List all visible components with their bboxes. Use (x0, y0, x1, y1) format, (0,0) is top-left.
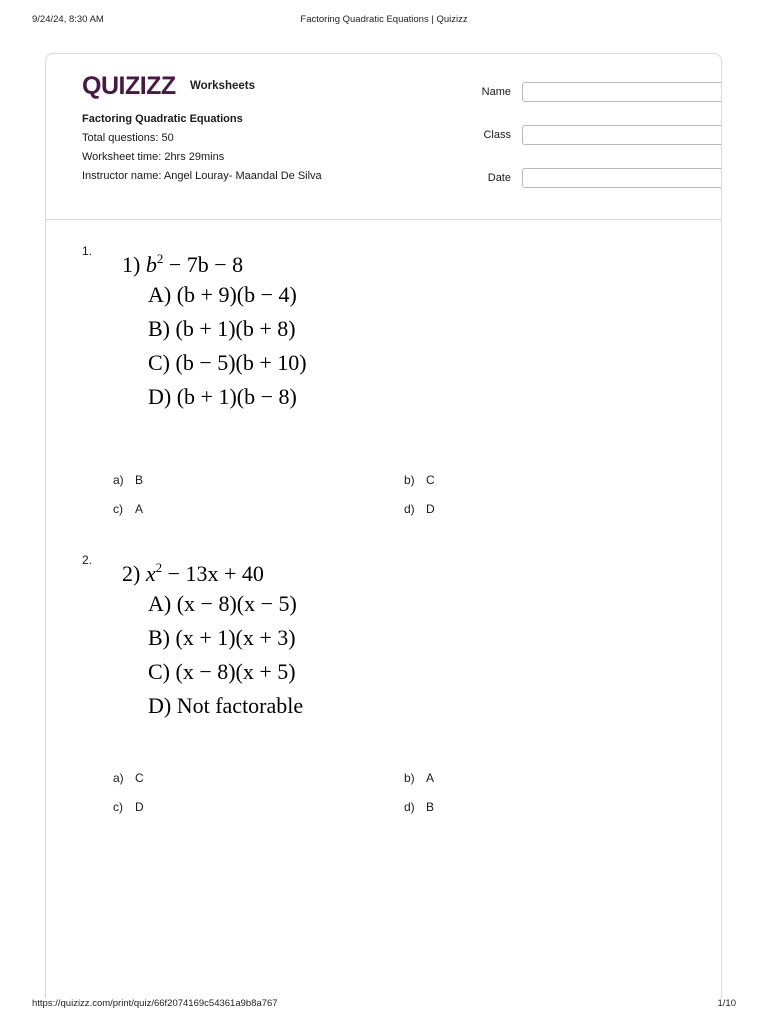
question-2 (46, 551, 721, 841)
stem-prefix: 1) (122, 252, 141, 277)
print-header (32, 14, 736, 26)
choice-key: b) (404, 473, 415, 487)
answer-choice (404, 502, 435, 516)
choice-key: d) (404, 800, 415, 814)
date-row (385, 168, 685, 190)
choice-value: B (426, 800, 435, 814)
page-counter: 1/10 (717, 998, 736, 1009)
image-option: C) (b − 5)(b + 10) (148, 350, 307, 375)
choice-key: a) (113, 771, 124, 785)
answer-choice (113, 473, 143, 487)
choice-key: b) (404, 771, 415, 785)
stem-rest: − 7b − 8 (168, 252, 244, 277)
worksheet-header (46, 54, 721, 220)
question-stem (122, 252, 384, 282)
stem-var: b (145, 252, 157, 277)
worksheet-meta (82, 112, 352, 188)
answer-choice (113, 502, 143, 516)
choice-value: D (426, 502, 435, 516)
image-option: C) (x − 8)(x + 5) (148, 659, 296, 684)
class-label: Class (483, 129, 511, 141)
print-datetime: 9/24/24, 8:30 AM (32, 14, 104, 25)
question-number: 2. (82, 553, 93, 567)
image-option: D) Not factorable (148, 693, 304, 718)
choice-value: C (426, 473, 435, 487)
quizizz-logo: QUIZIZZ (82, 72, 176, 100)
choice-key: c) (113, 800, 123, 814)
question-1 (46, 242, 721, 532)
image-option: A) (b + 9)(b − 4) (148, 282, 297, 307)
image-option: A) (x − 8)(x − 5) (148, 591, 297, 616)
choice-value: C (135, 771, 144, 785)
worksheets-label: Worksheets (190, 80, 255, 92)
question-stem (122, 561, 384, 591)
name-row (385, 82, 685, 104)
choice-value: A (135, 502, 144, 516)
stem-var: x (145, 561, 156, 586)
stem-exp: 2 (155, 560, 163, 575)
class-row (385, 125, 685, 147)
stem-prefix: 2) (122, 561, 141, 586)
stem-exp: 2 (156, 251, 164, 266)
answer-choice (113, 800, 144, 814)
question-number: 1. (82, 244, 93, 258)
image-option: D) (b + 1)(b − 8) (148, 384, 297, 409)
print-url: https://quizizz.com/print/quiz/66f2074169c54361a9b8a767 (32, 998, 278, 1009)
worksheet-time: Worksheet time: 2hrs 29mins (82, 151, 225, 163)
worksheet-title: Factoring Quadratic Equations (82, 113, 243, 125)
choice-value: A (426, 771, 435, 785)
date-field[interactable] (522, 168, 722, 188)
print-page-title: Factoring Quadratic Equations | Quizizz (300, 14, 468, 25)
answer-choice (404, 800, 434, 814)
choice-key: c) (113, 502, 123, 516)
question-image (122, 561, 384, 727)
class-field[interactable] (522, 125, 722, 145)
stem-rest: − 13x + 40 (167, 561, 264, 586)
image-option: B) (x + 1)(x + 3) (148, 625, 296, 650)
worksheet-sheet (45, 53, 722, 998)
choice-value: B (135, 473, 144, 487)
total-questions: Total questions: 50 (82, 132, 174, 144)
name-label: Name (481, 86, 511, 98)
date-label: Date (487, 172, 511, 184)
name-field[interactable] (522, 82, 722, 102)
instructor-name: Instructor name: Angel Louray- Maandal De Silva (82, 170, 322, 182)
question-image (122, 252, 384, 418)
choice-value: D (135, 800, 144, 814)
answer-choice (113, 771, 144, 785)
answer-choice (404, 771, 434, 785)
choice-key: d) (404, 502, 415, 516)
print-footer (32, 998, 736, 1010)
answer-choice (404, 473, 435, 487)
choice-key: a) (113, 473, 124, 487)
image-option: B) (b + 1)(b + 8) (148, 316, 296, 341)
